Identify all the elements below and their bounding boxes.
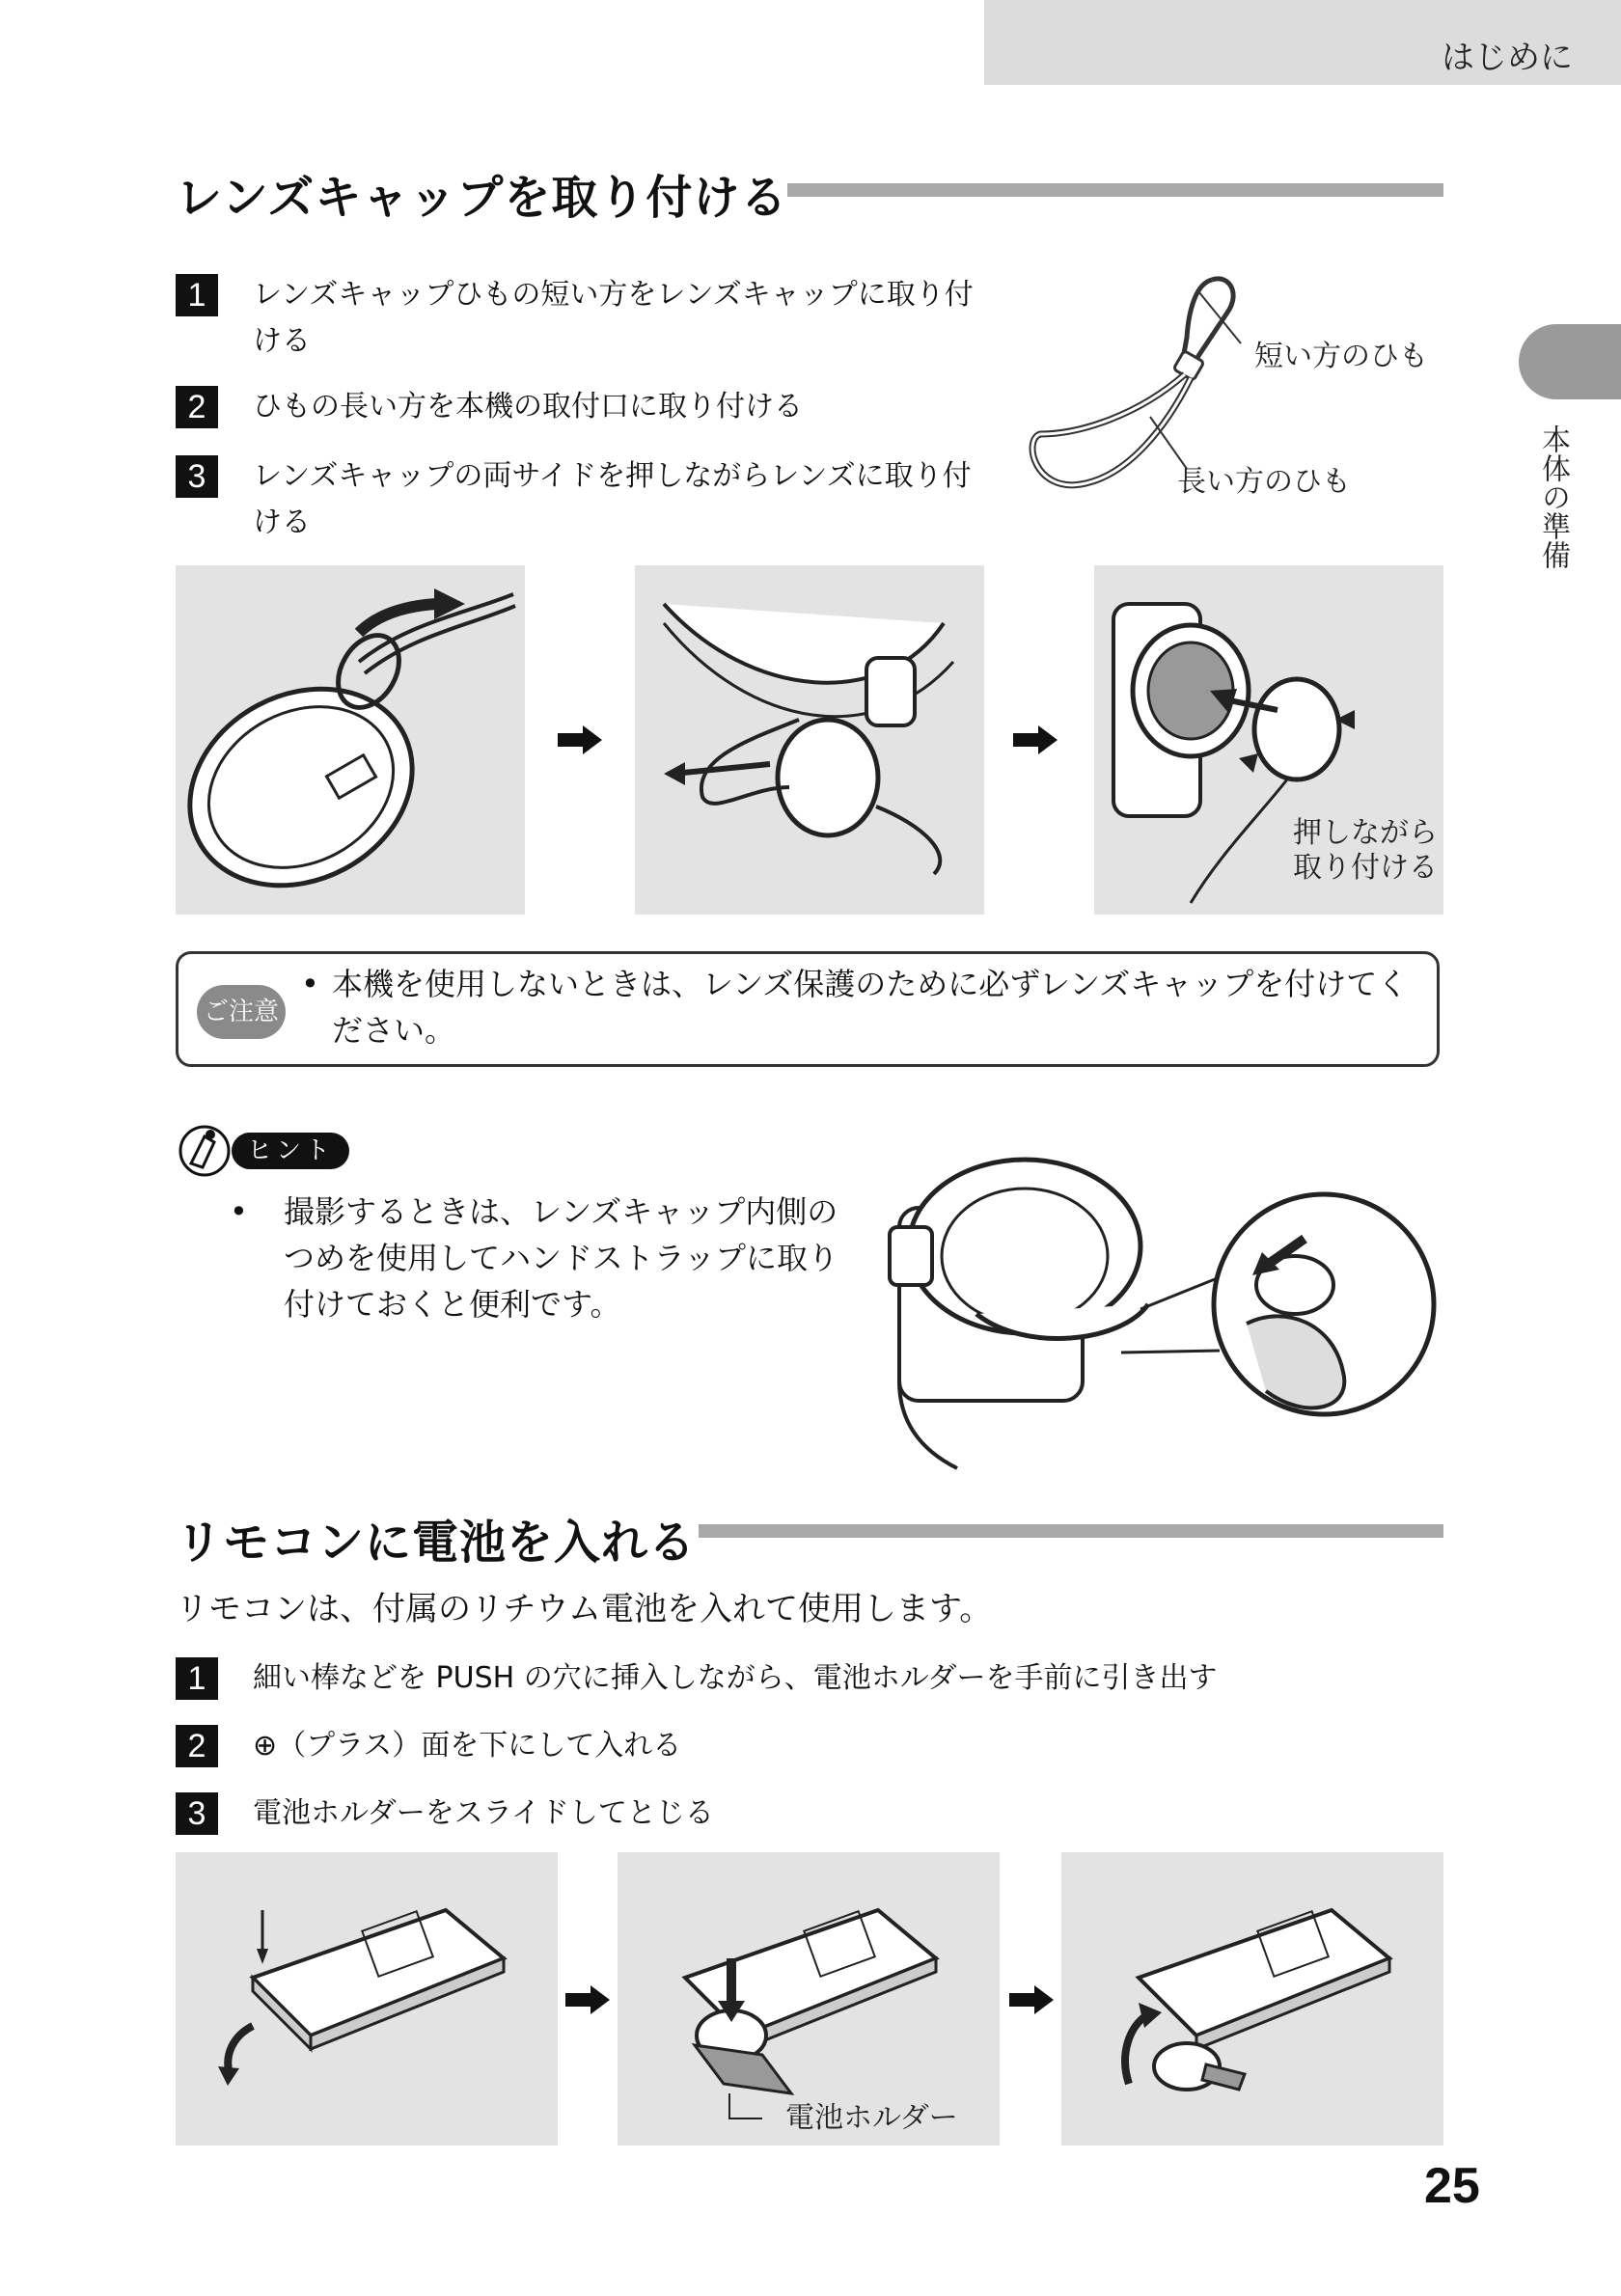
step-number: 2	[176, 1725, 218, 1767]
leader-line	[1148, 415, 1196, 473]
step-text: 細い棒などを PUSH の穴に挿入しながら、電池ホルダーを手前に引き出す	[253, 1661, 1218, 1695]
step-number: 3	[176, 455, 218, 498]
hint-bullet: •	[230, 1193, 248, 1230]
hint-icon	[176, 1123, 235, 1179]
step-text: 電池ホルダーをスライドしてとじる	[253, 1796, 714, 1830]
section-rule	[699, 1524, 1443, 1538]
header-title: はじめに	[1442, 39, 1573, 77]
page-number: 25	[1424, 2158, 1480, 2214]
side-tab	[1519, 324, 1621, 399]
step-number: 1	[176, 1657, 218, 1700]
step-number: 2	[176, 386, 218, 428]
caution-bullet: •	[301, 966, 319, 1002]
illustration-panel	[176, 1852, 558, 2146]
short-strap-label: 短い方のひも	[1254, 340, 1428, 373]
leader-line	[1196, 289, 1245, 347]
next-arrow-icon	[1009, 1985, 1054, 2014]
step-text: ひもの長い方を本機の取付口に取り付ける	[253, 390, 803, 424]
next-arrow-icon	[565, 1985, 610, 2014]
step-number: 1	[176, 274, 218, 316]
step-text: レンズキャップの両サイドを押しながらレンズに取り付ける	[253, 459, 972, 539]
caution-text: 本機を使用しないときは、レンズ保護のために必ずレンズキャップを付けてください。	[332, 966, 1409, 1049]
camcorder-strap-illustration	[635, 565, 984, 915]
next-arrow-icon	[558, 725, 602, 754]
lens-cap-illustration	[176, 565, 525, 915]
remote-push-illustration	[176, 1852, 558, 2146]
step-text: レンズキャップひもの短い方をレンズキャップに取り付ける	[253, 278, 974, 358]
step-text: ⊕（プラス）面を下にして入れる	[253, 1729, 682, 1763]
illustration-panel	[1061, 1852, 1443, 2146]
step-number: 3	[176, 1792, 218, 1835]
hint-text: 撮影するときは、レンズキャップ内側のつめを使用してハンドストラップに取り付けておくと便利です。	[284, 1193, 839, 1323]
hint-badge: ヒント	[232, 1133, 349, 1169]
next-arrow-icon	[1013, 725, 1058, 754]
illustration-panel	[176, 565, 525, 915]
press-attach-caption: 押しながら取り付ける	[1293, 816, 1438, 885]
camcorder-hand-strap-illustration	[880, 1131, 1443, 1482]
remote-battery-close-illustration	[1061, 1852, 1443, 2146]
section-rule	[787, 183, 1443, 197]
section-title-remote-battery: リモコンに電池を入れる	[176, 1516, 697, 1570]
section-title-lens-cap: レンズキャップを取り付ける	[176, 171, 788, 225]
caution-badge: ご注意	[197, 985, 286, 1039]
intro-text: リモコンは、付属のリチウム電池を入れて使用します。	[176, 1590, 993, 1628]
side-tab-label: 本体の準備	[1536, 424, 1570, 569]
battery-holder-label: 電池ホルダー	[785, 2101, 958, 2135]
illustration-panel	[635, 565, 984, 915]
long-strap-label: 長い方のひも	[1177, 465, 1351, 499]
